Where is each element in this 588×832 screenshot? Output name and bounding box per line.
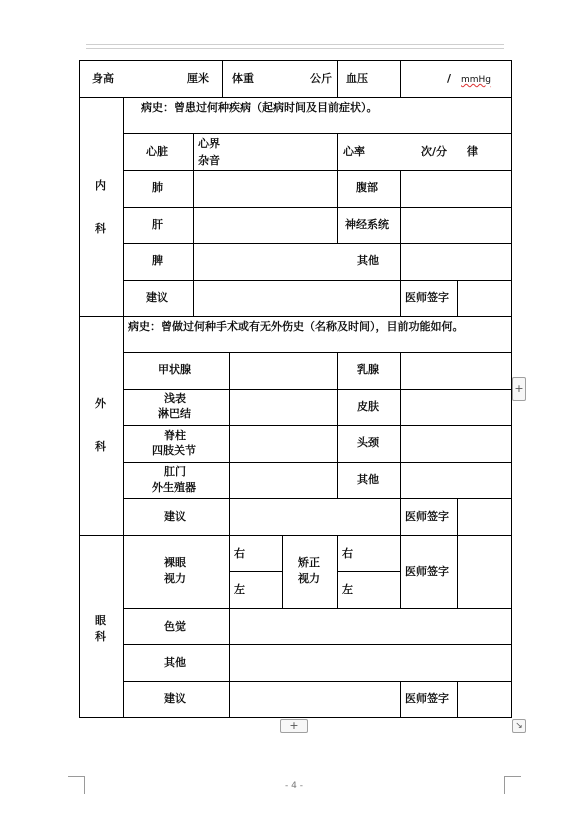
rhythm-label: 律 bbox=[467, 145, 478, 158]
eye-section-char-1: 眼 bbox=[95, 614, 106, 627]
eye-section-char-2: 科 bbox=[95, 630, 106, 643]
vision-doctor-sign-label: 医师签字 bbox=[405, 565, 449, 578]
height-label: 身高 bbox=[92, 72, 114, 85]
corrected-left-label: 左 bbox=[342, 583, 353, 596]
heart-border-label: 心界 bbox=[198, 137, 220, 150]
crop-mark-right-v bbox=[504, 776, 505, 794]
thyroid-label: 甲状腺 bbox=[158, 363, 191, 376]
spine-label-1: 脊柱 bbox=[164, 429, 186, 442]
page-number: - 4 - bbox=[285, 781, 303, 791]
crop-mark-left-h bbox=[68, 776, 85, 777]
surgery-section-char-2: 科 bbox=[95, 440, 106, 453]
weight-unit: 公斤 bbox=[310, 72, 332, 85]
nervous-label: 神经系统 bbox=[345, 218, 389, 231]
surgery-doctor-sign-label: 医师签字 bbox=[405, 510, 449, 523]
lymph-label-2: 淋巴结 bbox=[158, 407, 191, 420]
bp-label: 血压 bbox=[346, 72, 368, 85]
internal-other-label: 其他 bbox=[357, 254, 379, 267]
internal-section-char-2: 科 bbox=[95, 222, 106, 235]
anus-label-1: 肛门 bbox=[164, 465, 186, 478]
naked-left-label: 左 bbox=[234, 583, 245, 596]
heart-rate-unit: 次/分 bbox=[421, 145, 448, 158]
weight-label: 体重 bbox=[232, 72, 254, 85]
table-resize-handle[interactable]: ↘ bbox=[512, 719, 526, 733]
heart-label: 心脏 bbox=[146, 145, 168, 158]
bp-separator: / bbox=[447, 72, 452, 85]
corrected-right-label: 右 bbox=[342, 547, 353, 560]
neck-label: 头颈 bbox=[357, 436, 379, 449]
naked-right-label: 右 bbox=[234, 547, 245, 560]
internal-advice-label: 建议 bbox=[146, 291, 168, 304]
surgery-other-label: 其他 bbox=[357, 473, 379, 486]
crop-mark-left-v bbox=[84, 776, 85, 794]
naked-vision-label-2: 视力 bbox=[164, 572, 186, 585]
naked-vision-label-1: 裸眼 bbox=[164, 556, 186, 569]
corrected-vision-label-1: 矫正 bbox=[298, 556, 320, 569]
heart-rate-label: 心率 bbox=[343, 145, 365, 158]
eye-advice-label: 建议 bbox=[164, 692, 186, 705]
internal-section-char-1: 内 bbox=[95, 179, 106, 192]
lymph-label-1: 浅表 bbox=[164, 392, 186, 405]
murmur-label: 杂音 bbox=[198, 154, 220, 167]
lung-label: 肺 bbox=[152, 181, 163, 194]
breast-label: 乳腺 bbox=[357, 363, 379, 376]
abdomen-label: 腹部 bbox=[356, 181, 378, 194]
surgery-section-char-1: 外 bbox=[95, 397, 106, 410]
height-unit: 厘米 bbox=[187, 72, 209, 85]
add-row-button[interactable]: + bbox=[280, 719, 308, 733]
surgery-history: 病史：曾做过何种手术或有无外伤史（名称及时间），目前功能如何。 bbox=[128, 320, 464, 333]
eye-doctor-sign-label: 医师签字 bbox=[405, 692, 449, 705]
corrected-vision-label-2: 视力 bbox=[298, 572, 320, 585]
color-vision-label: 色觉 bbox=[164, 620, 186, 633]
skin-label: 皮肤 bbox=[357, 400, 379, 413]
spleen-label: 脾 bbox=[152, 254, 163, 267]
bp-unit: mmHg bbox=[461, 75, 492, 85]
crop-mark-right-h bbox=[504, 776, 521, 777]
add-column-button[interactable]: + bbox=[512, 377, 526, 401]
page-header-rule bbox=[86, 44, 504, 45]
anus-label-2: 外生殖器 bbox=[152, 481, 196, 494]
internal-doctor-sign-label: 医师签字 bbox=[405, 291, 449, 304]
surgery-advice-label: 建议 bbox=[164, 510, 186, 523]
page-header-rule-2 bbox=[86, 48, 504, 49]
liver-label: 肝 bbox=[152, 218, 163, 231]
internal-history: 病史：曾患过何种疾病（起病时间及目前症状）。 bbox=[141, 101, 378, 114]
eye-other-label: 其他 bbox=[164, 656, 186, 669]
spine-label-2: 四肢关节 bbox=[152, 444, 196, 457]
